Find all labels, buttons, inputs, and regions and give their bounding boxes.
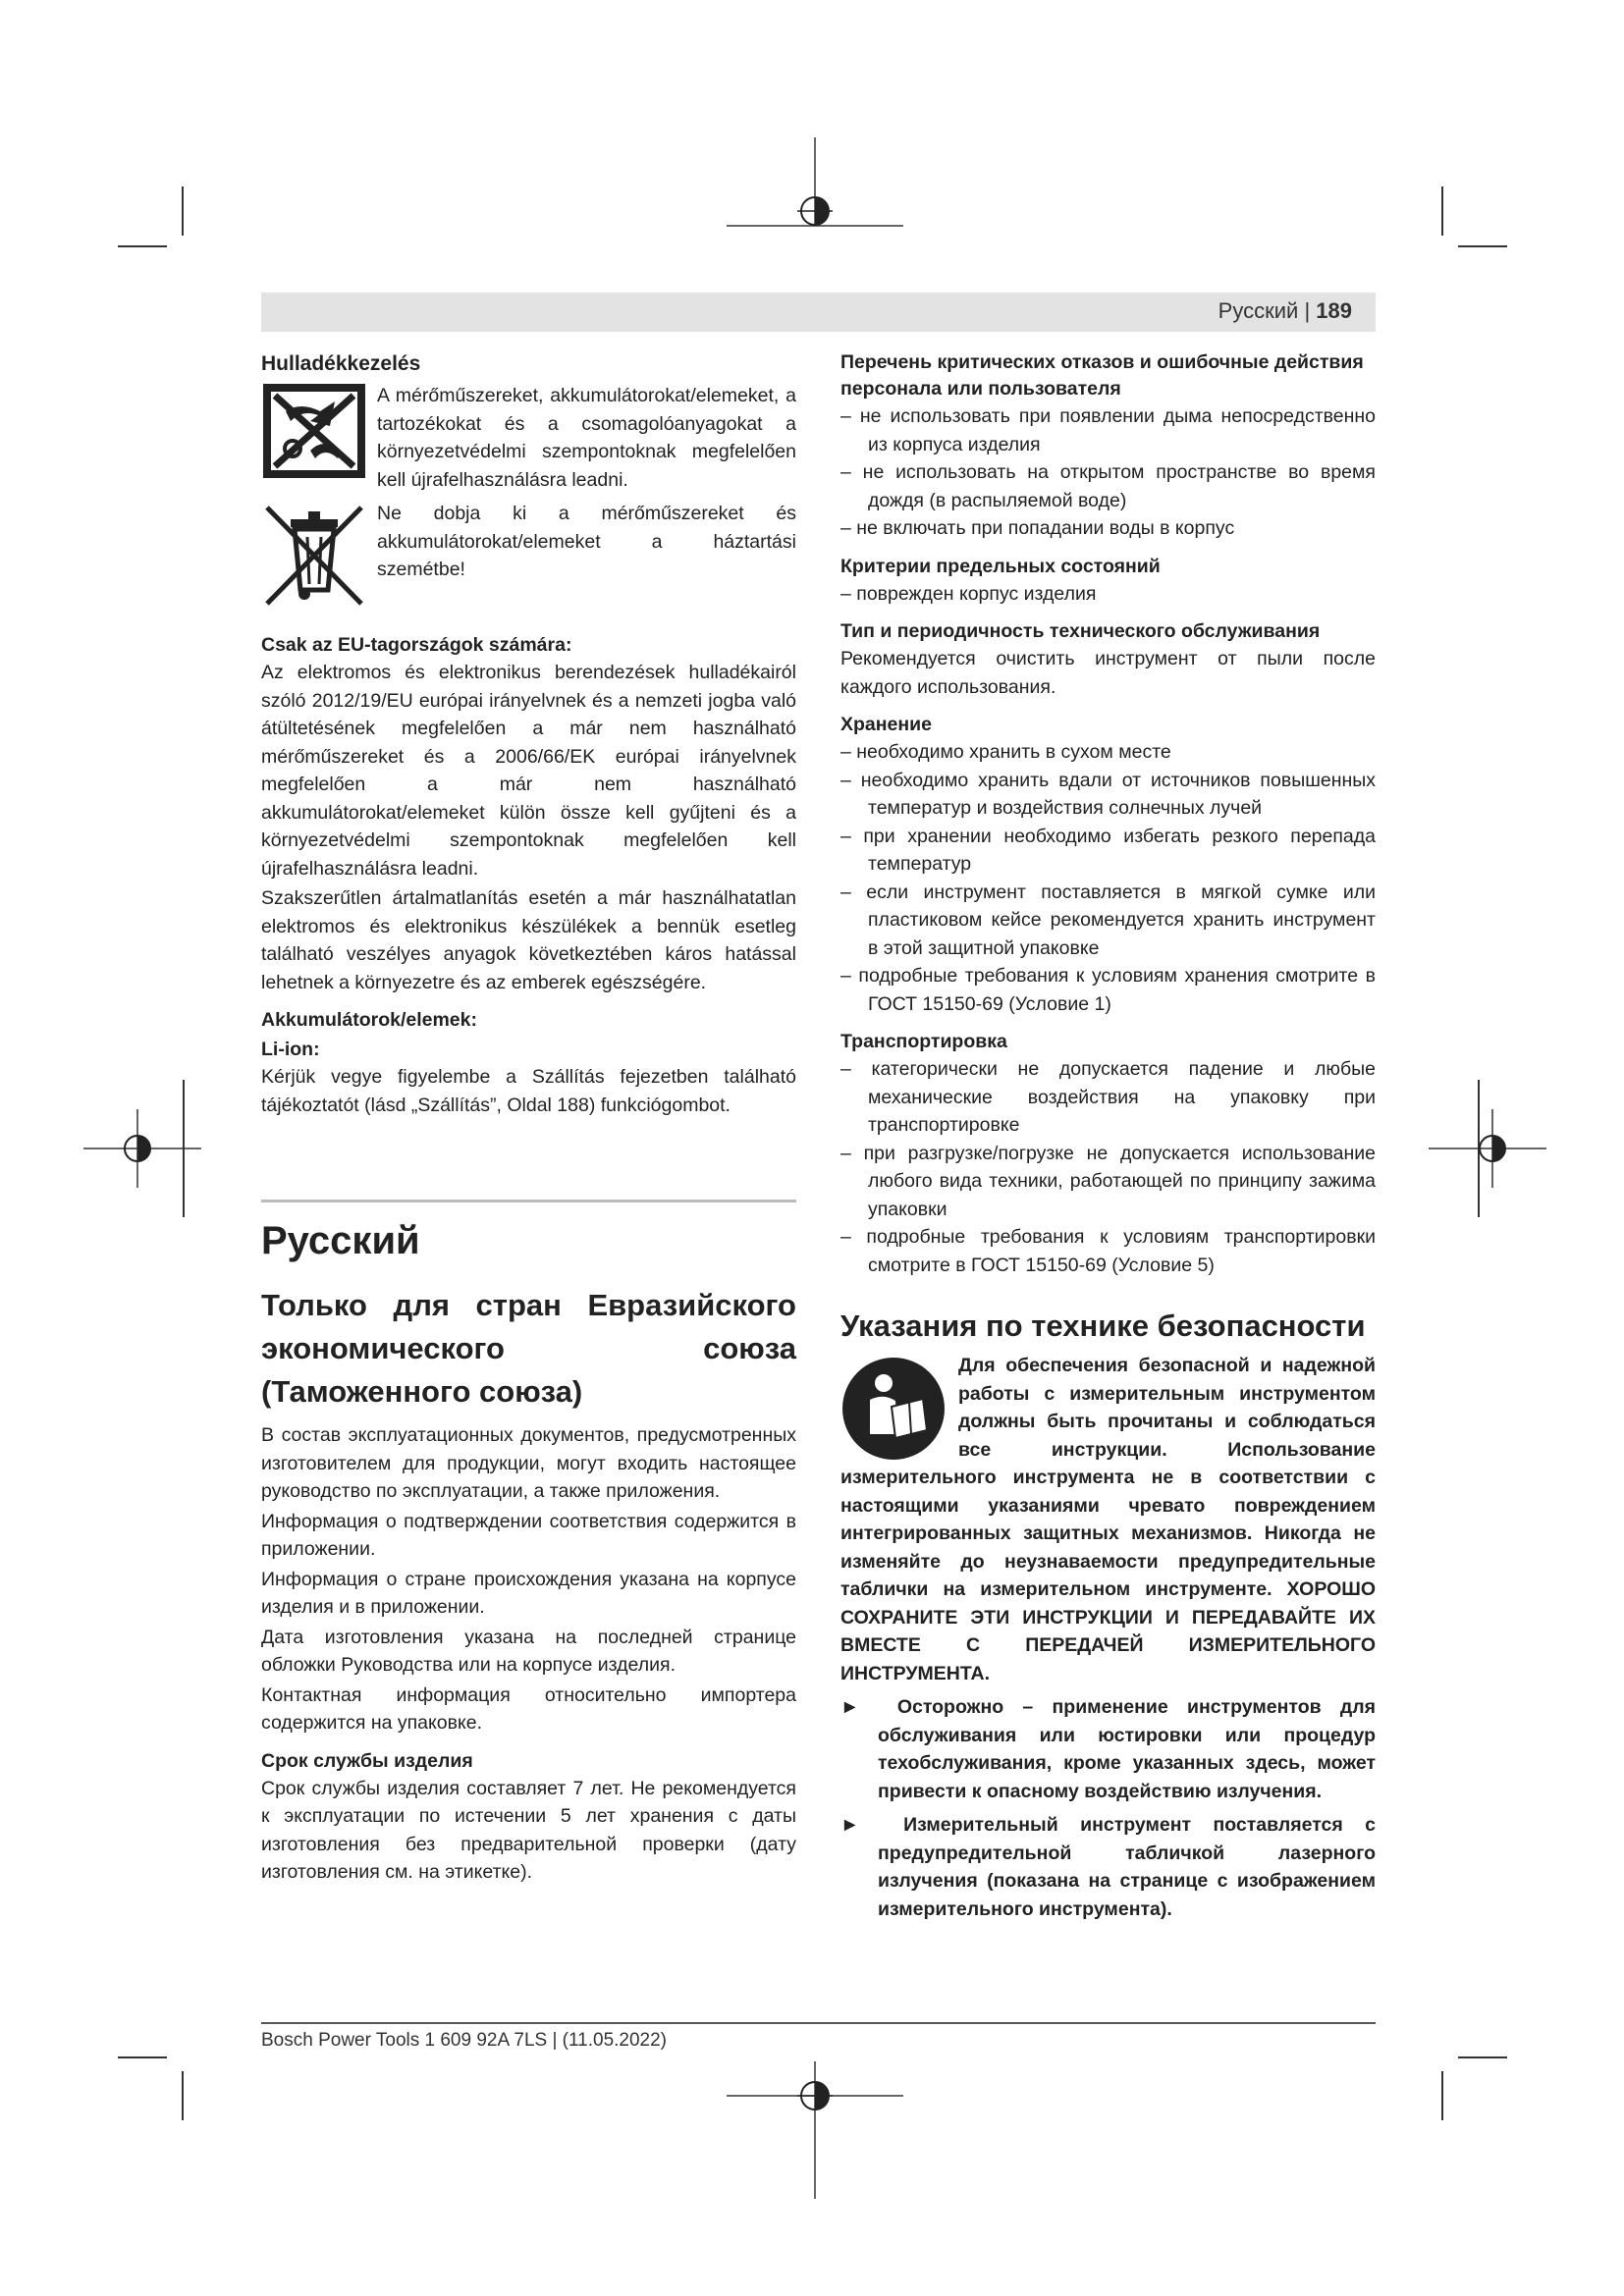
transport-heading: Транспортировка — [840, 1031, 1007, 1052]
storage-item: – при хранении необходимо избегать резкого перепада температур — [840, 825, 1376, 875]
transport-item: – категорически не допускается падение и любые механические воздействия на упаковку при транспортировке — [840, 1058, 1376, 1136]
crop-mark — [1458, 245, 1507, 247]
eaeu-paragraph-5: Контактная информация относительно импортера содержится на упаковке. — [261, 1683, 796, 1734]
storage-item: – необходимо хранить в сухом месте — [840, 741, 1171, 763]
battery-heading: Akkumulátorok/elemek: — [261, 1009, 477, 1031]
read-manual-icon — [840, 1356, 947, 1462]
safety-paragraph: Для обеспечения безопасной и надежной работы с измерительным инструментом должны быть прочитаны и соблюдаться все инструкции. Использование измерительного инструмента не в соответствии с настоящими указаниями чревато повреждением интегрированных защитных механизмов. Никогда не изменяйте до неузнаваемости предупредительные таблички на измерительном инструменте. ХОРОШО СОХРАНИТЕ ЭТИ ИНСТРУКЦИИ И ПЕРЕДАВАЙТЕ ИХ ВМЕСТЕ С ПЕРЕДАЧЕЙ ИЗМЕРИТЕЛЬНОГО ИНСТРУМЕНТА. — [840, 1355, 1376, 1684]
storage-item: – подробные требования к условиям хранения смотрите в ГОСТ 15150-69 (Условие 1) — [840, 965, 1376, 1015]
disposal-heading: Hulladékkezelés — [261, 352, 421, 375]
page-footer: Bosch Power Tools 1 609 92A 7LS | (11.05.2022) — [261, 2030, 668, 2051]
crop-mark — [1441, 2071, 1443, 2120]
eu-paragraph-2: Szakszerűtlen ártalmatlanítás esetén a már használhatatlan elektromos és elektronikus készülékek a bennük esetleg található veszélyes anyagok következtében káros hatással lehetnek a környezetre és az emberek egészségére. — [261, 887, 796, 993]
registration-mark-bottom — [727, 2061, 903, 2199]
transport-item: – при разгрузке/погрузке не допускается использование любого вида техники, работающей по принципу зажима упаковки — [840, 1142, 1376, 1220]
header-language: Русский — [1218, 298, 1299, 323]
header-separator: | — [1304, 298, 1311, 323]
registration-mark-top — [727, 137, 903, 294]
registration-mark-right — [1429, 1090, 1546, 1207]
storage-item: – необходимо хранить вдали от источников повышенных температур и воздействия солнечных лучей — [840, 769, 1376, 819]
service-life-paragraph: Срок службы изделия составляет 7 лет. Не рекомендуется к эксплуатации по истечении 5 лет хранения с даты изготовления без предварительной проверки (дату изготовления см. на этикетке). — [261, 1777, 796, 1883]
transport-item: – подробные требования к условиям транспортировки смотрите в ГОСТ 15150-69 (Условие 5) — [840, 1226, 1376, 1276]
section-rule — [261, 1200, 796, 1202]
bullet-marker-icon: ► — [840, 1814, 860, 1836]
crop-mark — [1441, 187, 1443, 236]
eu-heading: Csak az EU-tagországok számára: — [261, 634, 572, 656]
left-column — [261, 349, 796, 1121]
crop-mark — [182, 187, 184, 236]
safety-heading: Указания по технике безопасности — [840, 1308, 1366, 1343]
liion-heading: Li-ion: — [261, 1039, 320, 1060]
safety-bullet — [840, 1811, 1376, 1923]
crop-mark — [118, 245, 167, 247]
limits-heading: Критерии предельных состояний — [840, 555, 1161, 577]
crop-mark — [182, 2071, 184, 2120]
crop-mark — [118, 2056, 167, 2058]
crop-mark — [1458, 2056, 1507, 2058]
disposal-text-2: Ne dobja ki a mérőműszereket és akkumulátorokat/elemeket a háztartási szemétbe! — [377, 503, 796, 580]
safety-bullet-text: Измерительный инструмент поставляется с предупредительной табличкой лазерного излучения (показана на странице с изображением измерительного инструмента). — [878, 1814, 1376, 1920]
right-column — [840, 349, 1376, 1923]
maintenance-paragraph: Рекомендуется очистить инструмент от пыли после каждого использования. — [840, 648, 1376, 698]
limit-item: – поврежден корпус изделия — [840, 582, 1097, 605]
eaeu-heading: Только для стран Евразийского экономического союза (Таможенного союза) — [261, 1288, 796, 1409]
recycle-tools-icon — [261, 382, 367, 480]
safety-bullet-text: Осторожно – применение инструментов для обслуживания или юстировки или процедур техобслуживания, кроме указанных здесь, может привести к опасному воздействию излучения. — [878, 1696, 1376, 1802]
disposal-text-1: A mérőműszereket, akkumulátorokat/elemeket, a tartozékokat és a csomagolóanyagokat a környezetvédelmi szempontoknak megfelelően kell újrafelhasználásra leadni. — [377, 385, 796, 491]
eaeu-paragraph-1: В состав эксплуатационных документов, предусмотренных изготовителем для продукции, могут входить настоящее руководство по эксплуатации, а также приложения. — [261, 1424, 796, 1502]
safety-bullet — [840, 1693, 1376, 1805]
eu-paragraph-1: Az elektromos és elektronikus berendezések hulladékairól szóló 2012/19/EU európai irányelvnek és a nemzeti jogba való átültetésének megfelelően a már nem használható mérőműszereket és a 2006/66/EK európai irányelvnek megfelelően a már nem használható akkumulátorokat/elemeket külön össze kell gyűjteni és a környezetvédelmi szempontoknak megfelelően kell újrafelhasználásra leadni. — [261, 662, 796, 880]
failure-item: – не включать при попадании воды в корпус — [840, 517, 1235, 539]
crossed-bin-icon — [261, 500, 367, 608]
russian-title: Русский — [261, 1219, 420, 1262]
storage-heading: Хранение — [840, 714, 932, 735]
russian-section — [261, 1217, 796, 1889]
failures-heading: Перечень критических отказов и ошибочные действия персонала или пользователя — [840, 351, 1364, 400]
eaeu-paragraph-4: Дата изготовления указана на последней странице обложки Руководства или на корпусе изделия. — [261, 1626, 796, 1676]
page-header — [261, 293, 1376, 332]
eaeu-paragraph-2: Информация о подтверждении соответствия содержится в приложении. — [261, 1510, 796, 1560]
liion-paragraph: Kérjük vegye figyelembe a Szállítás fejezetben található tájékoztatót (lásd „Szállítás”, Oldal 188) funkciógombot. — [261, 1066, 796, 1116]
failure-item: – не использовать на открытом пространстве во время дождя (в распыляемой воде) — [840, 461, 1376, 511]
registration-mark-left — [83, 1090, 201, 1207]
footer-rule — [261, 2022, 1376, 2024]
storage-item: – если инструмент поставляется в мягкой сумке или пластиковом кейсе рекомендуется хранить инструмент в этой защитной упаковке — [840, 881, 1376, 959]
failure-item: – не использовать при появлении дыма непосредственно из корпуса изделия — [840, 405, 1376, 455]
maintenance-heading: Тип и периодичность технического обслуживания — [840, 620, 1321, 642]
eaeu-paragraph-3: Информация о стране происхождения указана на корпусе изделия и в приложении. — [261, 1568, 796, 1618]
page-number: 189 — [1316, 298, 1352, 323]
service-life-heading: Срок службы изделия — [261, 1749, 473, 1772]
bullet-marker-icon: ► — [840, 1696, 860, 1718]
